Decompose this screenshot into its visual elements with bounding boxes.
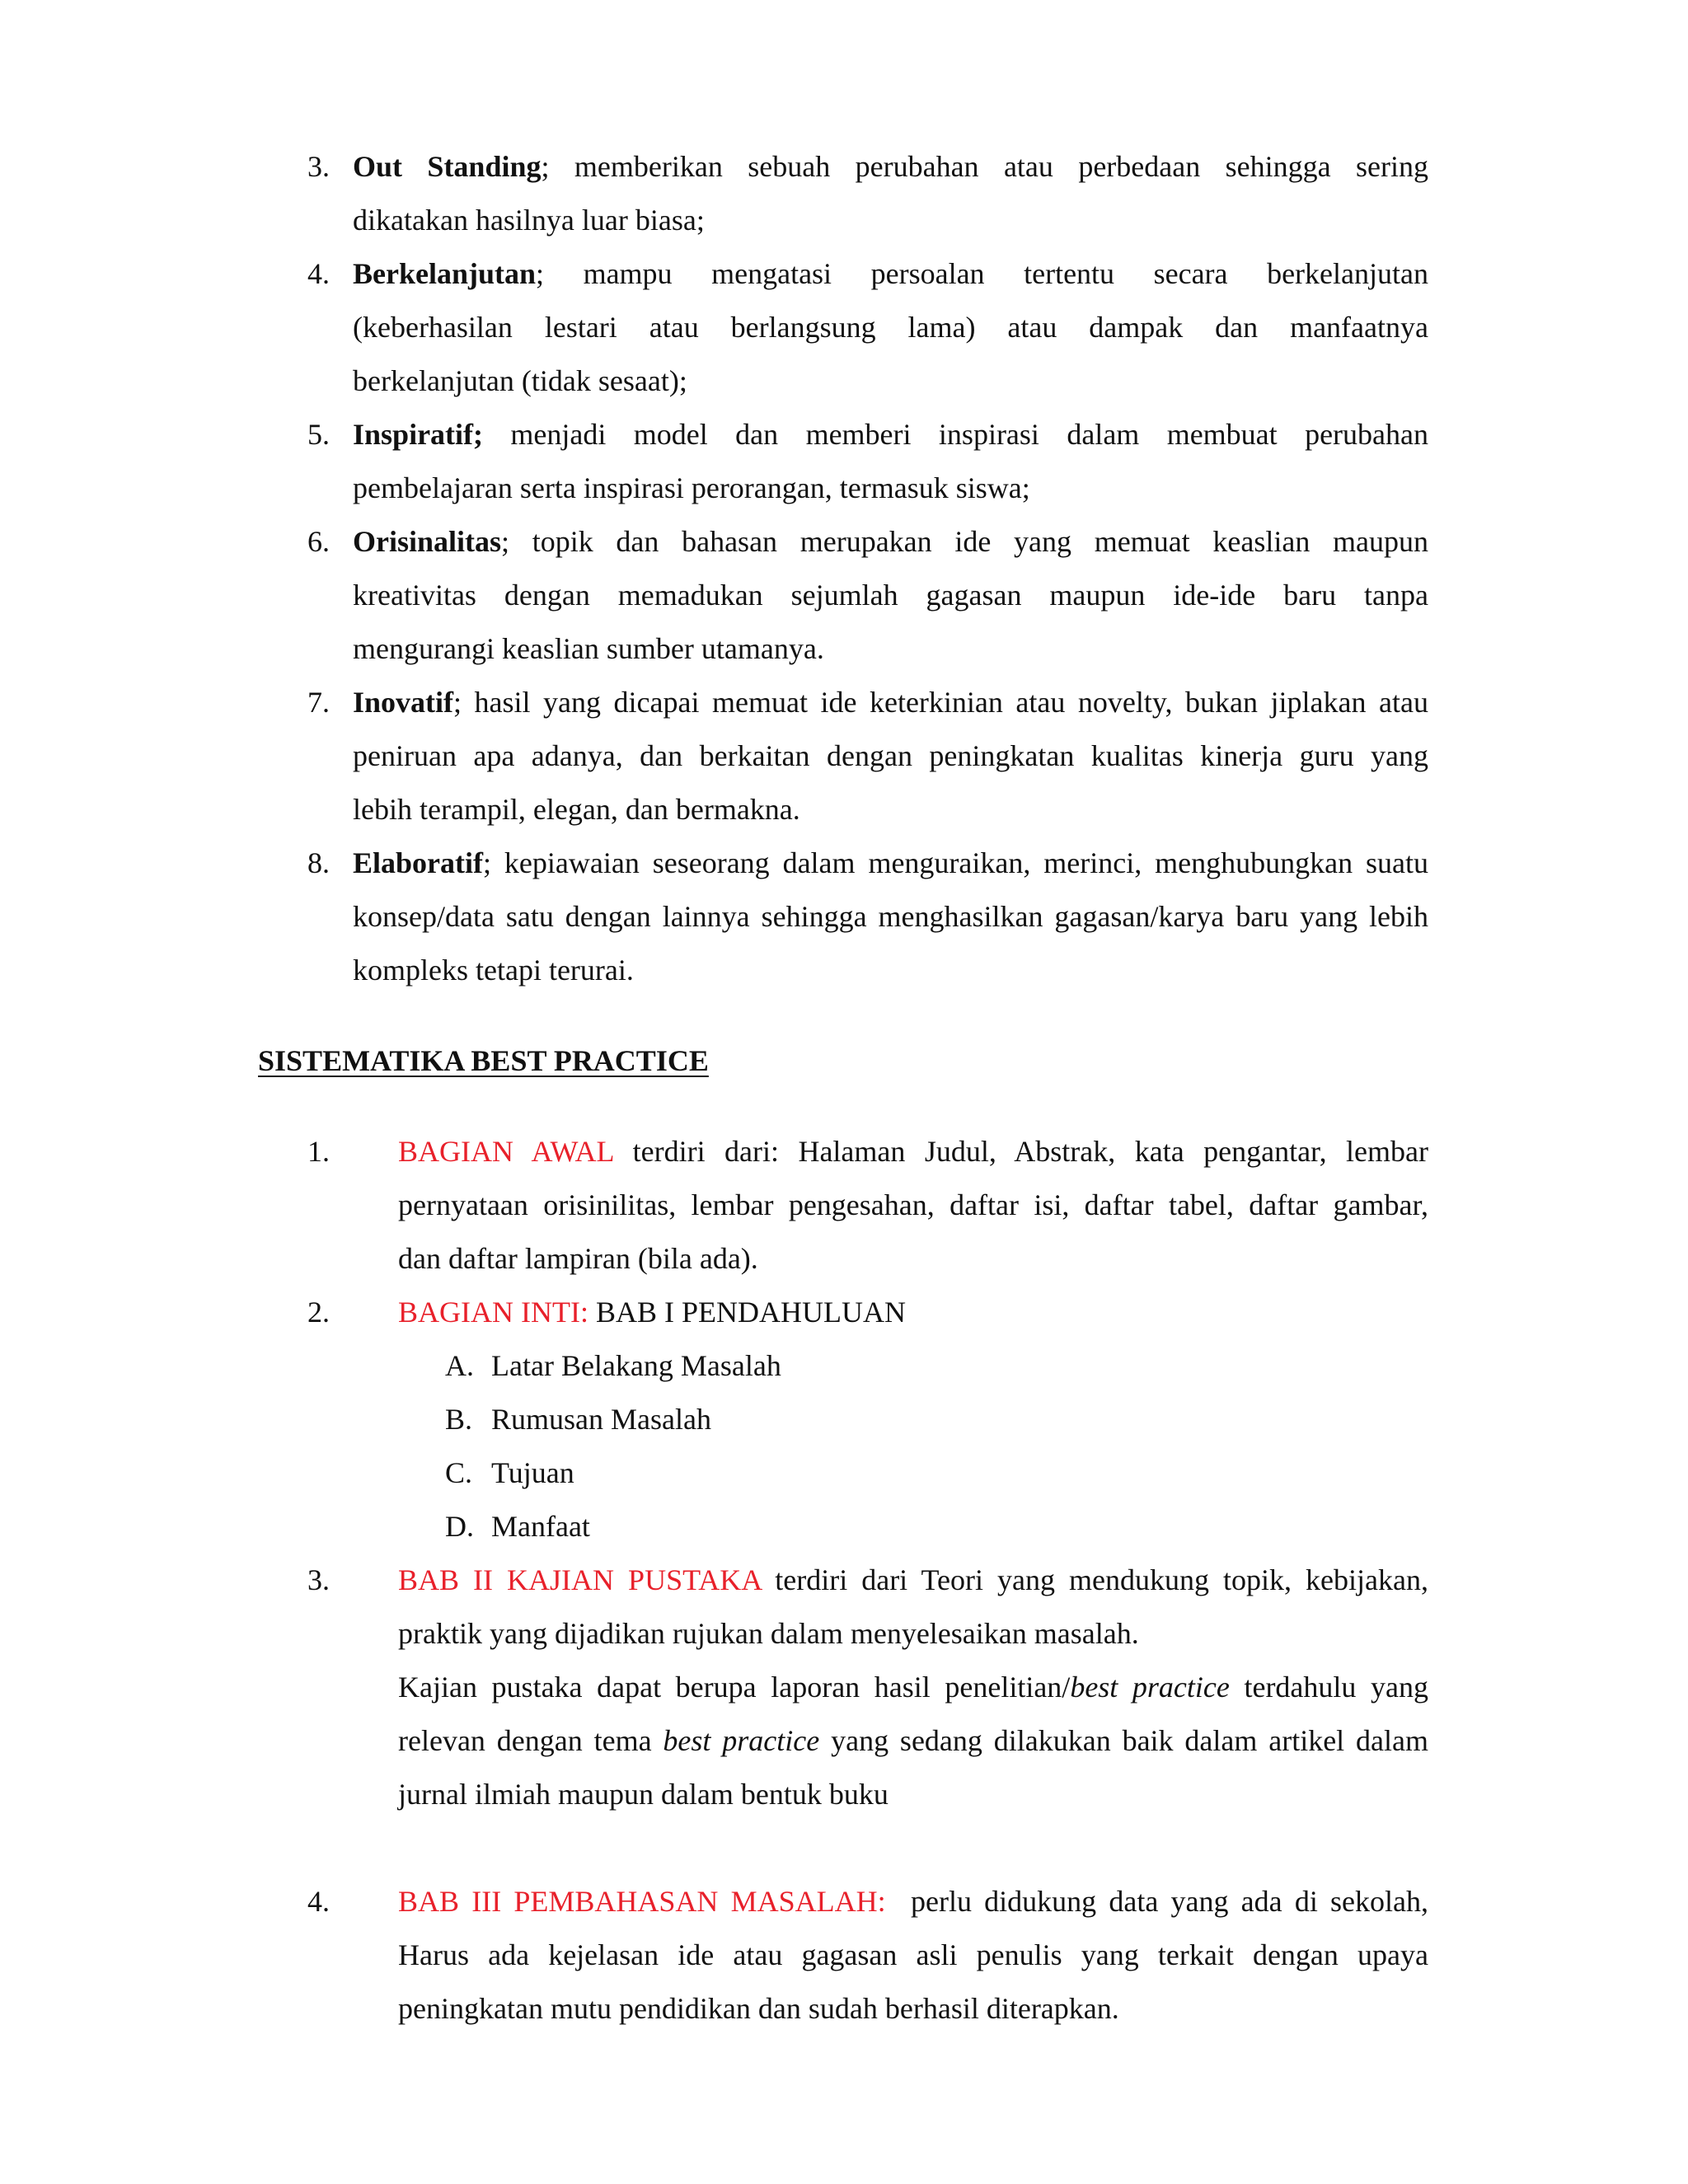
criteria-term: Inspiratif;	[353, 418, 484, 451]
sub-item-text: Rumusan Masalah	[491, 1403, 711, 1436]
list-item-line: pembelajaran serta inspirasi perorangan, termasuk siswa;	[353, 471, 1030, 504]
section-line: jurnal ilmiah maupun dalam bentuk buku	[398, 1778, 889, 1811]
list-item-line: mengurangi keaslian sumber utamanya.	[353, 632, 824, 665]
criteria-text: ; hasil yang dicapai memuat ide keterkinian atau novelty, bukan jiplakan atau	[453, 686, 1428, 719]
list-item-first-line	[353, 416, 1428, 452]
list-number: 7.	[307, 686, 330, 719]
section-title: BAB III PEMBAHASAN MASALAH:	[398, 1885, 886, 1918]
criteria-term: Berkelanjutan	[353, 257, 537, 290]
section-first-line	[398, 1883, 1428, 1919]
section-line	[398, 1722, 1428, 1759]
list-number: 6.	[307, 525, 330, 558]
criteria-text: ; topik dan bahasan merupakan ide yang memuat keaslian maupun	[501, 525, 1428, 558]
list-number: 3.	[307, 150, 330, 183]
criteria-text: ; memberikan sebuah perubahan atau perbedaan sehingga sering	[541, 150, 1428, 183]
section-heading: SISTEMATIKA BEST PRACTICE	[258, 1044, 709, 1077]
sub-item	[445, 1401, 711, 1437]
section-title: BAGIAN AWAL	[398, 1135, 614, 1168]
criteria-term: Inovatif	[353, 686, 454, 719]
text-segment: relevan dengan tema	[398, 1724, 663, 1757]
italic-term: best practice	[1070, 1671, 1230, 1704]
sub-item-text: Latar Belakang Masalah	[491, 1349, 781, 1382]
criteria-text: menjadi model dan memberi inspirasi dalam membuat perubahan	[483, 418, 1428, 451]
sub-item-text: Manfaat	[491, 1510, 590, 1543]
text-segment: yang sedang dilakukan baik dalam artikel dalam	[819, 1724, 1428, 1757]
section-first-line	[398, 1562, 1428, 1598]
list-number: 8.	[307, 846, 330, 879]
text-segment: Kajian pustaka dapat berupa laporan hasil penelitian/	[398, 1671, 1071, 1704]
section-line: Harus ada kejelasan ide atau gagasan asli penulis yang terkait dengan upaya	[398, 1938, 1428, 1971]
list-item-line: berkelanjutan (tidak sesaat);	[353, 364, 687, 397]
list-item-first-line	[353, 684, 1428, 720]
sub-item-letter: C.	[445, 1456, 473, 1489]
sub-item	[445, 1347, 781, 1384]
list-item-first-line	[353, 255, 1428, 292]
section-first-line	[398, 1294, 906, 1330]
list-item-first-line	[353, 148, 1428, 185]
criteria-term: Out Standing	[353, 150, 542, 183]
sub-item-letter: D.	[445, 1510, 474, 1543]
section-text: BAB I PENDAHULUAN	[588, 1296, 906, 1329]
section-line	[398, 1669, 1428, 1705]
section-text: perlu didukung data yang ada di sekolah,	[885, 1885, 1428, 1918]
list-item-line: peniruan apa adanya, dan berkaitan dengan peningkatan kualitas kinerja guru yang	[353, 739, 1428, 772]
criteria-text: ; kepiawaian seseorang dalam menguraikan, merinci, menghubungkan suatu	[483, 846, 1428, 879]
sub-item-letter: B.	[445, 1403, 473, 1436]
section-title: BAGIAN INTI:	[398, 1296, 588, 1329]
list-number: 4.	[307, 257, 330, 290]
criteria-text: ; mampu mengatasi persoalan tertentu secara berkelanjutan	[536, 257, 1428, 290]
list-item-line: kompleks tetapi terurai.	[353, 954, 634, 987]
sub-item-letter: A.	[445, 1349, 474, 1382]
section-number: 1.	[307, 1135, 330, 1168]
text-segment: terdahulu yang	[1229, 1671, 1428, 1704]
list-item-line: dikatakan hasilnya luar biasa;	[353, 204, 705, 237]
section-title: BAB II KAJIAN PUSTAKA	[398, 1563, 762, 1596]
section-number: 3.	[307, 1563, 330, 1596]
list-item-line: lebih terampil, elegan, dan bermakna.	[353, 793, 800, 826]
sub-item	[445, 1455, 574, 1491]
section-text: terdiri dari: Halaman Judul, Abstrak, kata pengantar, lembar	[613, 1135, 1428, 1168]
section-number: 4.	[307, 1885, 330, 1918]
italic-term: best practice	[663, 1724, 820, 1757]
criteria-term: Orisinalitas	[353, 525, 502, 558]
section-text: terdiri dari Teori yang mendukung topik, kebijakan,	[761, 1563, 1428, 1596]
list-item-line: kreativitas dengan memadukan sejumlah gagasan maupun ide-ide baru tanpa	[353, 579, 1428, 612]
section-line: praktik yang dijadikan rujukan dalam menyelesaikan masalah.	[398, 1617, 1139, 1650]
list-item-line: (keberhasilan lestari atau berlangsung lama) atau dampak dan manfaatnya	[353, 311, 1428, 344]
list-item-first-line	[353, 523, 1428, 560]
section-line: dan daftar lampiran (bila ada).	[398, 1242, 758, 1275]
section-first-line	[398, 1133, 1428, 1169]
section-line: peningkatan mutu pendidikan dan sudah berhasil diterapkan.	[398, 1992, 1119, 2025]
list-item-line: konsep/data satu dengan lainnya sehingga menghasilkan gagasan/karya baru yang lebih	[353, 900, 1428, 933]
section-line: pernyataan orisinilitas, lembar pengesahan, daftar isi, daftar tabel, daftar gambar,	[398, 1188, 1428, 1221]
section-number: 2.	[307, 1296, 330, 1329]
sub-item-text: Tujuan	[491, 1456, 574, 1489]
list-item-first-line	[353, 845, 1428, 881]
criteria-term: Elaboratif	[353, 846, 483, 879]
list-number: 5.	[307, 418, 330, 451]
sub-item	[445, 1508, 590, 1544]
